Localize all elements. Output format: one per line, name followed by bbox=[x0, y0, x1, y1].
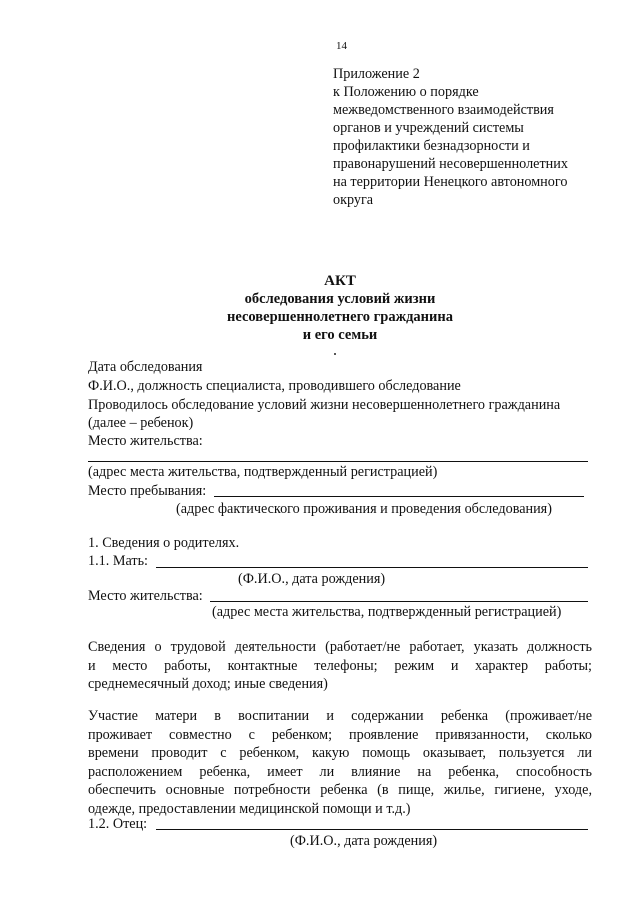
title-line: обследования условий жизни bbox=[244, 291, 436, 307]
work-info-line: Сведения о трудовой деятельности (работает/не работает, указать должность bbox=[88, 639, 592, 655]
date-field-label: Дата обследования bbox=[88, 359, 203, 375]
participation-line: расположением ребенка, имеет ли влияние на ребенка, способность bbox=[88, 763, 592, 780]
appendix-line: профилактики безнадзорности и bbox=[333, 138, 530, 154]
mother-residence-blank-line bbox=[210, 601, 588, 602]
participation-line: одежде, предоставлении медицинской помощи и т.д.) bbox=[88, 800, 411, 817]
participation-line: Участие матери в воспитании и содержании ребенка (проживает/не bbox=[88, 708, 592, 724]
participation-line: обеспечить основные потребности ребенка (в пище, жилье, гигиене, уходе, bbox=[88, 782, 592, 798]
work-info-line: и место работы, контактные телефоны; режим и характер работы; bbox=[88, 657, 592, 674]
appendix-line: к Положению о порядке bbox=[333, 84, 479, 100]
appendix-block bbox=[333, 65, 568, 209]
residence-blank-line bbox=[88, 461, 588, 462]
stay-label: Место пребывания: bbox=[88, 483, 207, 499]
appendix-line: органов и учреждений системы bbox=[333, 120, 524, 136]
title-line: и его семьи bbox=[302, 327, 378, 343]
father-label: 1.2. Отец: bbox=[88, 816, 148, 832]
stray-dot bbox=[334, 353, 336, 355]
specialist-field-label: Ф.И.О., должность специалиста, проводившего обследование bbox=[88, 378, 461, 394]
father-hint: (Ф.И.О., дата рождения) bbox=[290, 833, 438, 849]
mother-label: 1.1. Мать: bbox=[88, 553, 148, 569]
title-line: несовершеннолетнего гражданина bbox=[227, 309, 453, 325]
mother-blank-line bbox=[156, 567, 588, 568]
page-number: 14 bbox=[336, 40, 347, 52]
mother-hint: (Ф.И.О., дата рождения) bbox=[238, 571, 386, 587]
residence-label: Место жительства: bbox=[88, 433, 203, 449]
residence-hint: (адрес места жительства, подтвержденный регистрацией) bbox=[88, 464, 438, 480]
participation-line: времени проводит с ребенком, какую помощь оказывает, пользуется ли bbox=[88, 745, 592, 761]
conducted-line: Проводилось обследование условий жизни несовершеннолетнего гражданина bbox=[88, 397, 561, 413]
appendix-line: межведомственного взаимодействия bbox=[333, 102, 554, 118]
appendix-line: Приложение 2 bbox=[333, 66, 420, 82]
mother-residence-hint: (адрес места жительства, подтвержденный регистрацией) bbox=[212, 604, 562, 620]
stay-blank-line bbox=[214, 496, 584, 497]
mother-residence-label: Место жительства: bbox=[88, 588, 203, 604]
work-info-line: среднемесячный доход; иные сведения) bbox=[88, 676, 328, 692]
appendix-line: округа bbox=[333, 192, 374, 208]
appendix-line: на территории Ненецкого автономного bbox=[333, 174, 568, 190]
document-title bbox=[180, 272, 500, 344]
father-blank-line bbox=[156, 829, 588, 830]
conducted-line: (далее – ребенок) bbox=[88, 415, 194, 431]
section-heading: 1. Сведения о родителях. bbox=[88, 535, 240, 551]
stay-hint: (адрес фактического проживания и проведения обследования) bbox=[176, 501, 552, 517]
participation-line: проживает совместно с ребенком; проявление привязанности, сколько bbox=[88, 726, 592, 743]
title-line: АКТ bbox=[324, 273, 356, 289]
appendix-line: правонарушений несовершеннолетних bbox=[333, 156, 568, 172]
